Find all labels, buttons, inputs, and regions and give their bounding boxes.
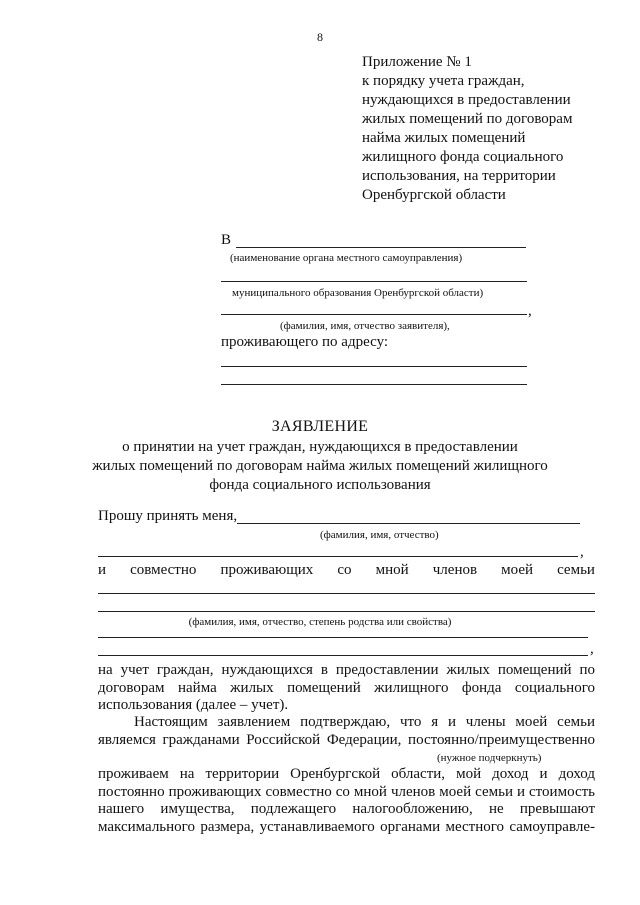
word: моей xyxy=(501,562,534,578)
paragraph-line: постоянно проживающих совместно со мной членов моей семьи и стоимость xyxy=(98,783,595,800)
statement-subtitle xyxy=(0,438,640,495)
appendix-line: использования, на территории xyxy=(362,168,556,184)
underline-note: (нужное подчеркнуть) xyxy=(437,752,542,764)
paragraph-registration xyxy=(98,662,595,715)
family-field-line-1[interactable] xyxy=(98,593,595,594)
family-field-line-2[interactable] xyxy=(98,611,595,612)
comma: , xyxy=(528,303,532,319)
appendix-line: Приложение № 1 xyxy=(362,54,472,70)
word: совместно xyxy=(130,562,197,578)
family-field-line-3[interactable] xyxy=(98,637,588,638)
paragraph-line: нашего имущества, подлежащего налогообложению, не превышают xyxy=(98,801,595,817)
word: семьи xyxy=(557,562,595,578)
residing-label: проживающего по адресу: xyxy=(221,334,389,350)
word: мной xyxy=(375,562,409,578)
municipality-field-line[interactable] xyxy=(221,281,527,282)
appendix-line: нуждающихся в предоставлении xyxy=(362,92,571,108)
paragraph-line: максимального размера, устанавливаемого органами местного самоуправле- xyxy=(98,818,595,835)
word: и xyxy=(98,562,107,578)
applicant-field-line[interactable] xyxy=(221,314,527,315)
paragraph-line: Настоящим заявлением подтверждаю, что я и члены моей семьи xyxy=(134,714,595,730)
subtitle-line: фонда социального использования xyxy=(209,477,431,493)
paragraph-line: на учет граждан, нуждающихся в предоставлении жилых помещений по xyxy=(98,662,595,678)
paragraph-confirmation xyxy=(98,714,595,749)
subtitle-line: о принятии на учет граждан, нуждающихся в предоставлении xyxy=(122,439,518,455)
paragraph-line: проживаем на территории Оренбургской области, мой доход и доход xyxy=(98,766,595,782)
statement-title: ЗАЯВЛЕНИЕ xyxy=(271,418,369,435)
addressee-prefix: В xyxy=(221,232,232,248)
appendix-line: жилых помещений по договорам xyxy=(362,111,573,127)
address-field-line-1[interactable] xyxy=(221,366,527,367)
page-number: 8 xyxy=(317,30,323,44)
family-members-line xyxy=(98,562,595,579)
paragraph-line: использования (далее – учет). xyxy=(98,697,289,713)
paragraph-line: договорам найма жилых помещений жилищного фонда социального xyxy=(98,679,595,696)
paragraph-income xyxy=(98,766,595,836)
authority-caption: (наименование органа местного самоуправления) xyxy=(230,252,463,264)
comma: , xyxy=(590,641,594,657)
applicant-caption: (фамилия, имя, отчество заявителя), xyxy=(280,320,450,332)
appendix-line: найма жилых помещений xyxy=(362,130,526,146)
word: членов xyxy=(432,562,478,578)
word: со xyxy=(337,562,352,578)
word: проживающих xyxy=(220,562,314,578)
fio-field-line[interactable] xyxy=(237,523,580,524)
fio-field-line-2[interactable] xyxy=(98,556,578,557)
appendix-line: жилищного фонда социального xyxy=(362,149,564,165)
authority-field-line[interactable] xyxy=(236,247,526,248)
subtitle-line: жилых помещений по договорам найма жилых помещений жилищного xyxy=(92,458,548,474)
family-field-line-4[interactable] xyxy=(98,655,588,656)
appendix-block xyxy=(362,53,572,205)
request-label: Прошу принять меня, xyxy=(98,508,238,524)
address-field-line-2[interactable] xyxy=(221,384,527,385)
comma: , xyxy=(580,544,584,560)
appendix-line: Оренбургской области xyxy=(362,187,506,203)
paragraph-line: являемся гражданами Российской Федерации, постоянно/преимущественно xyxy=(98,731,595,748)
fio-caption: (фамилия, имя, отчество) xyxy=(320,529,439,541)
family-caption: (фамилия, имя, отчество, степень родства или свойства) xyxy=(188,616,452,628)
appendix-line: к порядку учета граждан, xyxy=(362,73,525,89)
municipality-caption: муниципального образования Оренбургской области) xyxy=(232,287,484,299)
